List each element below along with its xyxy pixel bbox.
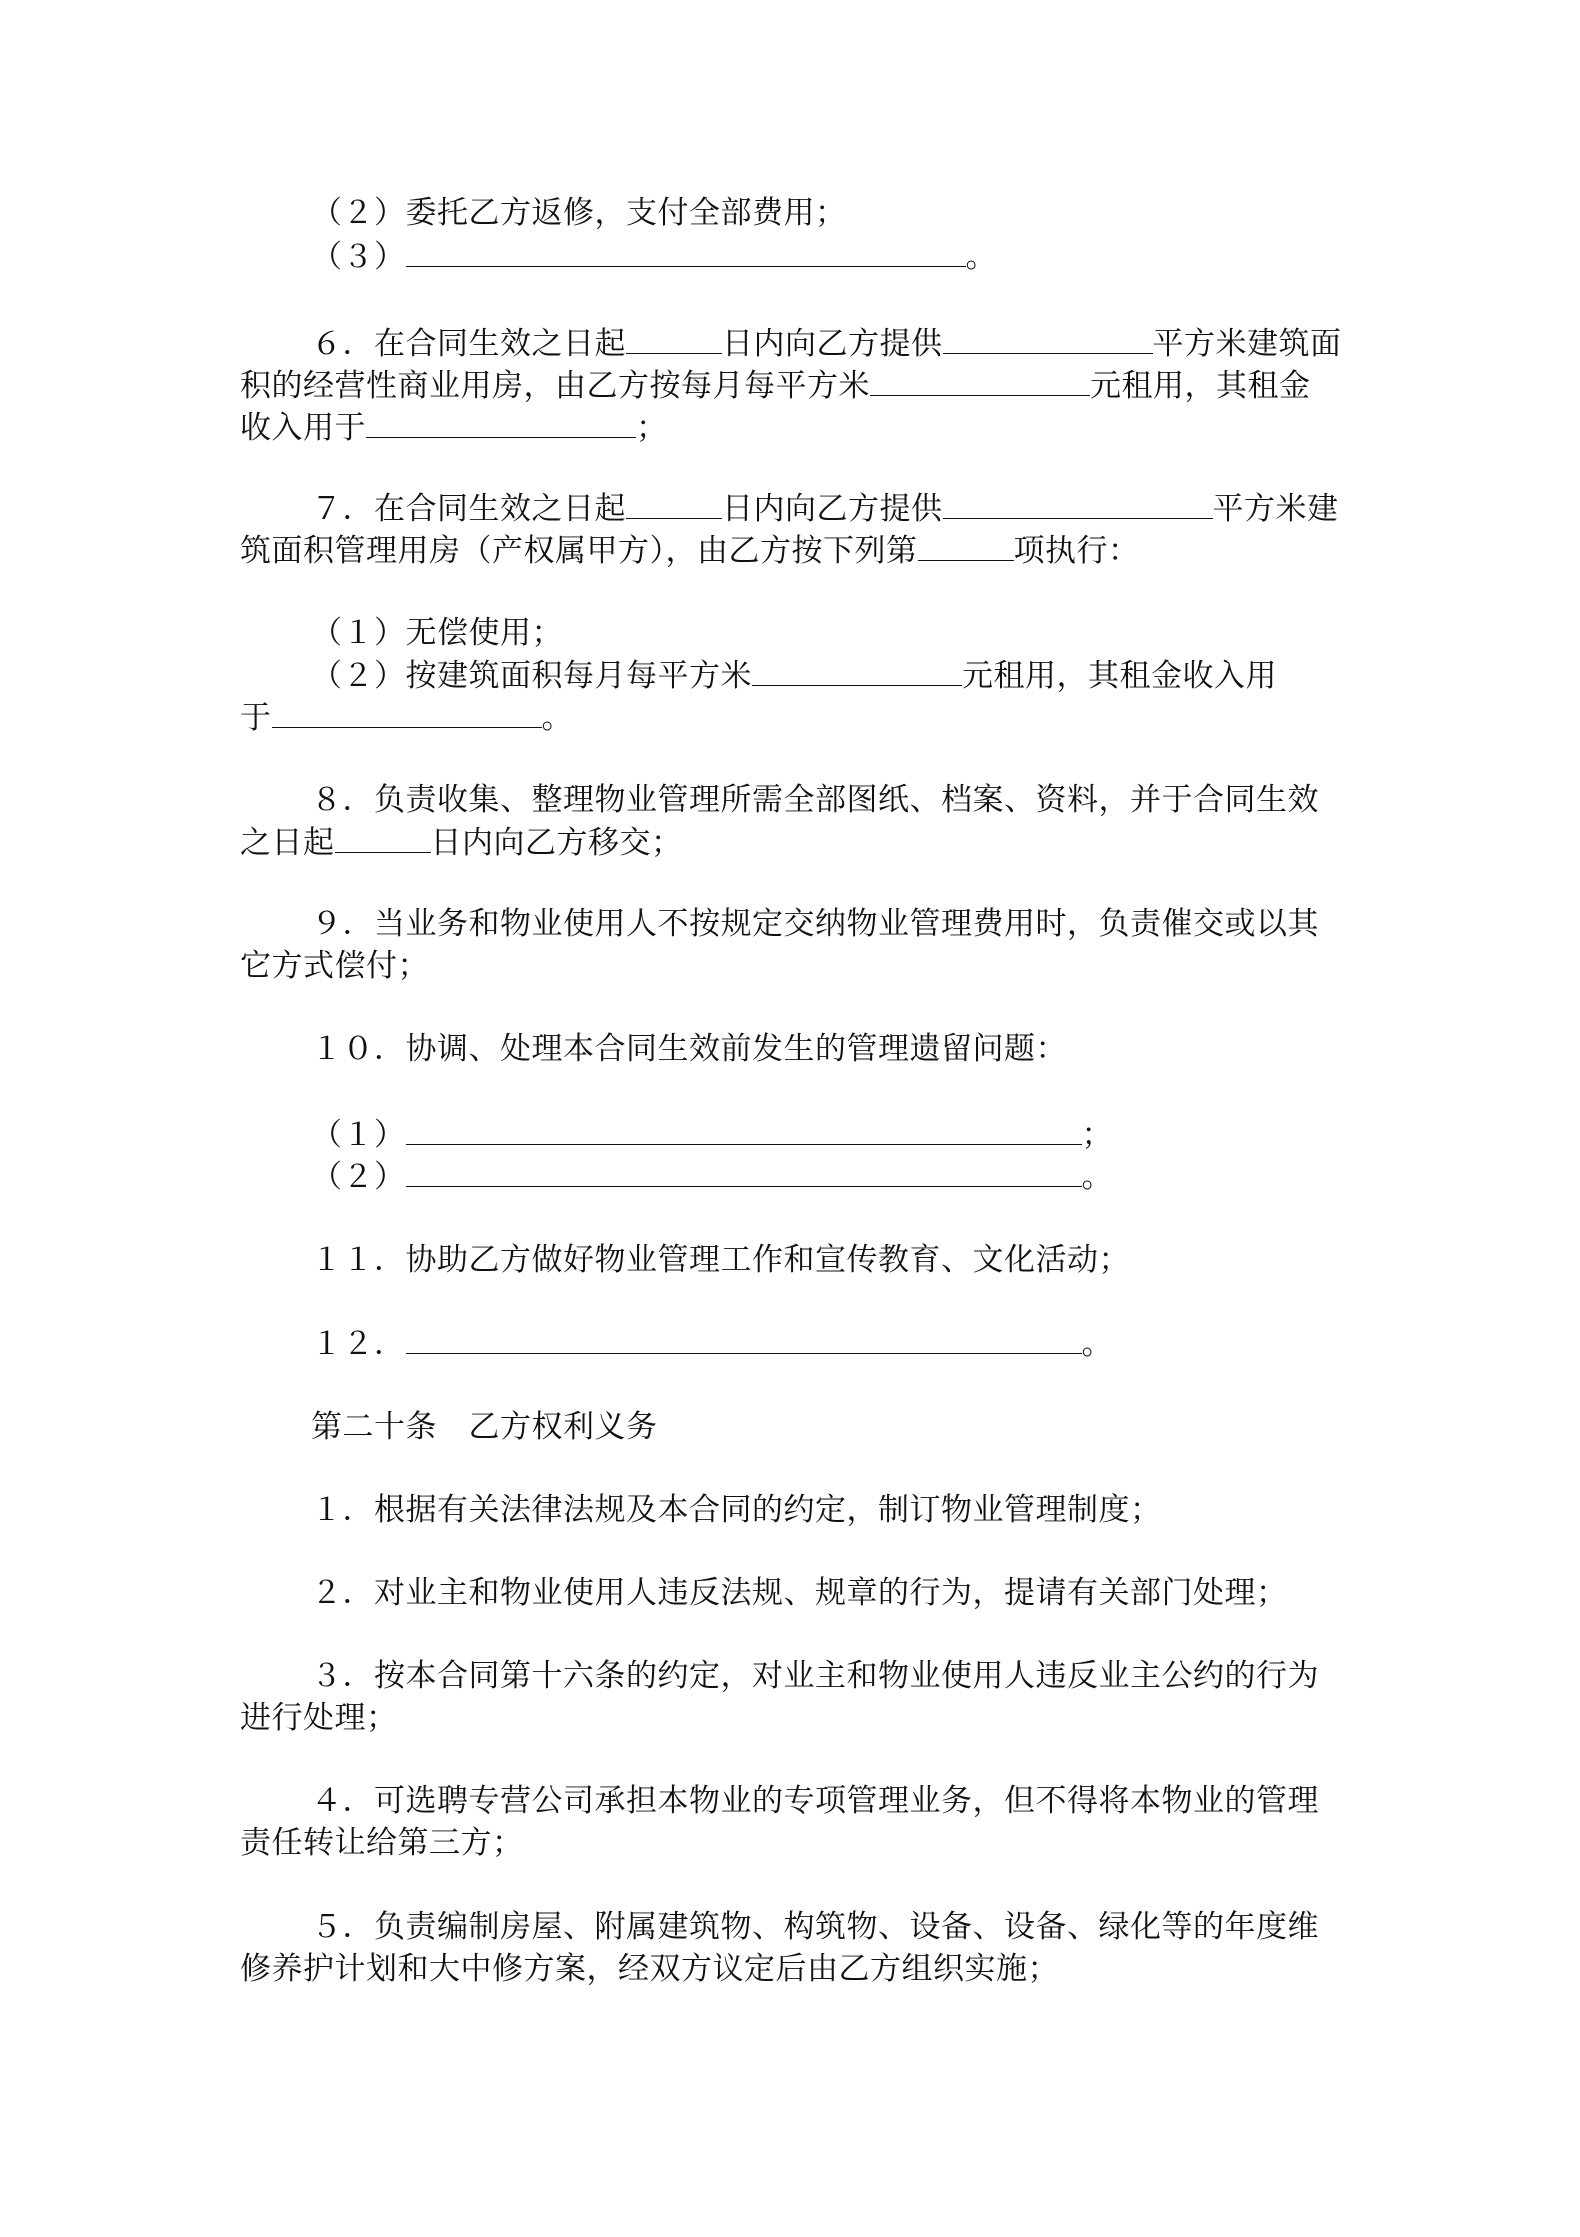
party-b-clause-3-line1: ３．按本合同第十六条的约定，对业主和物业使用人违反业主公约的行为: [311, 1658, 1319, 1694]
clause-9-line2: 它方式偿付；: [240, 948, 429, 984]
party-b-clause-4-line2: 责任转让给第三方；: [240, 1825, 524, 1861]
item-3-text: （３） 。: [311, 236, 997, 277]
clause-6-line2: 积的经营性商业用房，由乙方按每月每平方米 元租用，其租金: [240, 365, 1311, 406]
option-1-text: （１）无偿使用；: [311, 615, 563, 651]
clause-7-line2: 筑面积管理用房（产权属甲方），由乙方按下列第 项执行：: [240, 530, 1140, 571]
option-2-line1: （２）按建筑面积每月每平方米 元租用，其租金收入用: [311, 655, 1277, 696]
clause-6-line3: 收入用于 ；: [240, 407, 668, 448]
clause-9-line1: ９．当业务和物业使用人不按规定交纳物业管理费用时，负责催交或以其: [311, 906, 1319, 942]
clause-12-text: １２． 。: [311, 1323, 1113, 1364]
fill-blank[interactable]: [272, 697, 542, 728]
fill-blank[interactable]: [335, 822, 431, 853]
fill-blank[interactable]: [626, 488, 722, 519]
party-b-clause-1: １．根据有关法律法规及本合同的约定，制订物业管理制度；: [311, 1492, 1162, 1528]
party-b-clause-4-line1: ４．可选聘专营公司承担本物业的专项管理业务，但不得将本物业的管理: [311, 1783, 1319, 1819]
clause-8-line1: ８．负责收集、整理物业管理所需全部图纸、档案、资料，并于合同生效: [311, 782, 1319, 818]
fill-blank[interactable]: [406, 1156, 1082, 1187]
clause-10-text: １０．协调、处理本合同生效前发生的管理遗留问题：: [311, 1031, 1067, 1067]
fill-blank[interactable]: [406, 1323, 1082, 1354]
item-2-text: （２）委托乙方返修，支付全部费用；: [311, 195, 847, 231]
party-b-clause-5-line2: 修养护计划和大中修方案，经双方议定后由乙方组织实施；: [240, 1951, 1059, 1987]
fill-blank[interactable]: [870, 365, 1090, 396]
clause-11-text: １１．协助乙方做好物业管理工作和宣传教育、文化活动；: [311, 1242, 1130, 1278]
fill-blank[interactable]: [918, 530, 1014, 561]
clause-7-line1: ７．在合同生效之日起 日内向乙方提供 平方米建: [311, 488, 1339, 529]
fill-blank[interactable]: [943, 323, 1153, 354]
fill-blank[interactable]: [406, 1114, 1082, 1145]
party-b-clause-3-line2: 进行处理；: [240, 1700, 398, 1736]
clause-10-item-2: （２） 。: [311, 1156, 1113, 1197]
fill-blank[interactable]: [366, 407, 636, 438]
clause-8-line2: 之日起 日内向乙方移交；: [240, 822, 683, 863]
clause-6-line1: ６．在合同生效之日起 日内向乙方提供 平方米建筑面: [311, 323, 1342, 364]
fill-blank[interactable]: [943, 488, 1213, 519]
party-b-clause-2: ２．对业主和物业使用人违反法规、规章的行为，提请有关部门处理；: [311, 1575, 1288, 1611]
fill-blank[interactable]: [752, 655, 962, 686]
article-20-heading: 第二十条 乙方权利义务: [311, 1409, 658, 1445]
option-2-line2: 于 。: [240, 697, 573, 738]
clause-10-item-1: （１） ；: [311, 1114, 1113, 1155]
fill-blank[interactable]: [626, 323, 722, 354]
fill-blank[interactable]: [406, 236, 966, 267]
party-b-clause-5-line1: ５．负责编制房屋、附属建筑物、构筑物、设备、设备、绿化等的年度维: [311, 1909, 1319, 1945]
